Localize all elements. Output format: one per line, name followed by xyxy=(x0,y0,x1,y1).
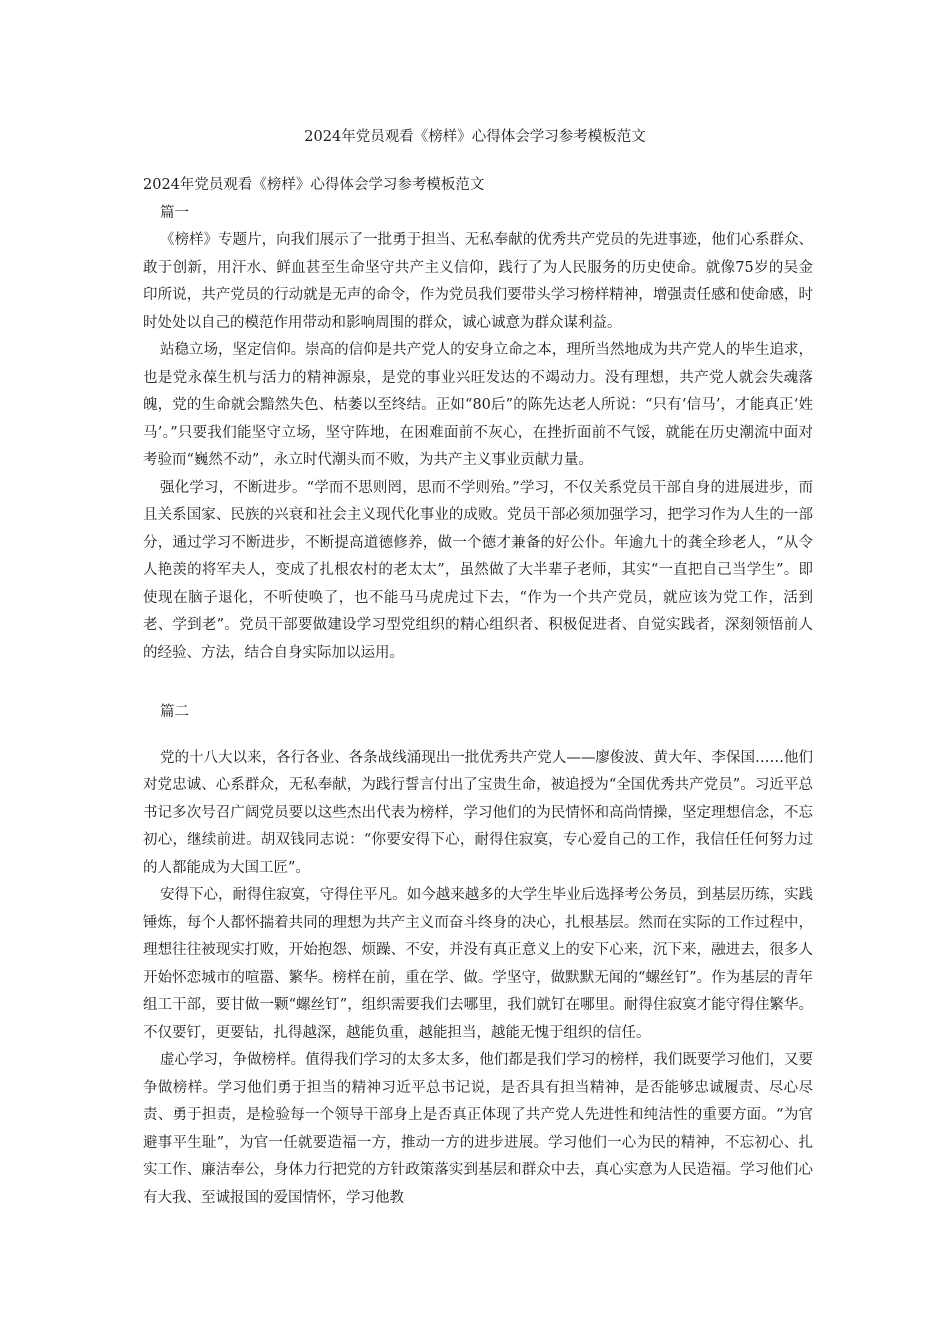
paragraph: 强化学习，不断进步。“学而不思则罔，思而不学则殆。”学习，不仅关系党员干部自身的进展进步，而且关系国家、民族的兴衰和社会主义现代化事业的成败。党员干部必须加强学习，把学习作为人生的一部分，通过学习不断进步，不断提高道德修养，做一个德才兼备的好公仆。年逾九十的龚全珍老人，“从令人艳羡的将军夫人，变成了扎根农村的老太太”，虽然做了大半辈子老师，其实“一直把自己当学生”。即使现在脑子退化，不听使唤了，也不能马马虎虎过下去，“作为一个共产党员，就应该为党工作，活到老、学到老”。党员干部要做建设学习型党组织的精心组织者、积极促进者、自觉实践者，深刻领悟前人的经验、方法，结合自身实际加以运用。 xyxy=(143,479,813,661)
paragraph: 安得下心，耐得住寂寞，守得住平凡。如今越来越多的大学生毕业后选择考公务员，到基层历练，实践锤炼，每个人都怀揣着共同的理想为共产主义而奋斗终身的决心，扎根基层。然而在实际的工作过程中，理想往往被现实打败，开始抱怨、烦躁、不安，并没有真正意义上的安下心来，沉下来，融进去，很多人开始怀恋城市的喧嚣、繁华。榜样在前，重在学、做。学坚守，做默默无闻的“螺丝钉”。作为基层的青年组工干部，要甘做一颗“螺丝钉”，组织需要我们去哪里，我们就钉在哪里。耐得住寂寞才能守得住繁华。不仅要钉，更要钻，扎得越深，越能负重，越能担当，越能无愧于组织的信任。 xyxy=(143,887,813,1041)
paragraph: 《榜样》专题片，向我们展示了一批勇于担当、无私奉献的优秀共产党员的先进事迹，他们心系群众、敢于创新，用汗水、鲜血甚至生命坚守共产主义信仰，践行了为人民服务的历史使命。就像75岁的吴金印所说，共产党员的行动就是无声的命令，作为党员我们要带头学习榜样精神，增强责任感和使命感，时时处处以自己的模范作用带动和影响周围的群众，诚心诚意为群众谋利益。 xyxy=(143,232,813,331)
document-body xyxy=(143,172,813,1212)
section-two xyxy=(143,699,813,1212)
section-spacer xyxy=(143,727,813,745)
paragraph: 虚心学习，争做榜样。值得我们学习的太多太多，他们都是我们学习的榜样，我们既要学习他们，又要争做榜样。学习他们勇于担当的精神习近平总书记说，是否具有担当精神，是否能够忠诚履责、尽心尽责、勇于担责，是检验每一个领导干部身上是否真正体现了共产党人先进性和纯洁性的重要方面。“为官避事平生耻”，为官一任就要造福一方，推动一方的进步进展。学习他们一心为民的精神，不忘初心、扎实工作、廉洁奉公，身体力行把党的方针政策落实到基层和群众中去，真心实意为人民造福。学习他们心有大我、至诚报国的爱国情怀，学习他教 xyxy=(143,1052,813,1206)
section-spacer xyxy=(143,667,813,699)
paragraph: 党的十八大以来，各行各业、各条战线涌现出一批优秀共产党人——廖俊波、黄大年、李保国……他们对党忠诚、心系群众，无私奉献，为践行誓言付出了宝贵生命，被追授为“全国优秀共产党员”。习近平总书记多次号召广阔党员要以这些杰出代表为榜样，学习他们的为民情怀和高尚情操，坚定理想信念，不忘初心，继续前进。胡双钱同志说：“你要安得下心，耐得住寂寞，专心爱自己的工作，我信任任何努力过的人都能成为大国工匠”。 xyxy=(143,749,813,876)
paragraph: 站稳立场，坚定信仰。崇高的信仰是共产党人的安身立命之本，理所当然地成为共产党人的毕生追求，也是党永葆生机与活力的精神源泉，是党的事业兴旺发达的不竭动力。没有理想，共产党人就会失魂落魄，党的生命就会黯然失色、枯萎以至终结。正如“80后”的陈先达老人所说：“只有‘信马’，才能真正‘姓马’。”只要我们能坚守立场，坚守阵地，在困难面前不灰心，在挫折面前不气馁，就能在历史潮流中面对考验而“巍然不动”，永立时代潮头而不败，为共产主义事业贡献力量。 xyxy=(143,342,813,468)
section-one xyxy=(143,200,813,668)
section-label: 篇一 xyxy=(160,204,189,221)
section-label: 篇二 xyxy=(160,704,189,720)
document-subtitle: 2024年党员观看《榜样》心得体会学习参考模板范文 xyxy=(143,177,485,193)
document-title: 2024年党员观看《榜样》心得体会学习参考模板范文 xyxy=(304,129,646,145)
